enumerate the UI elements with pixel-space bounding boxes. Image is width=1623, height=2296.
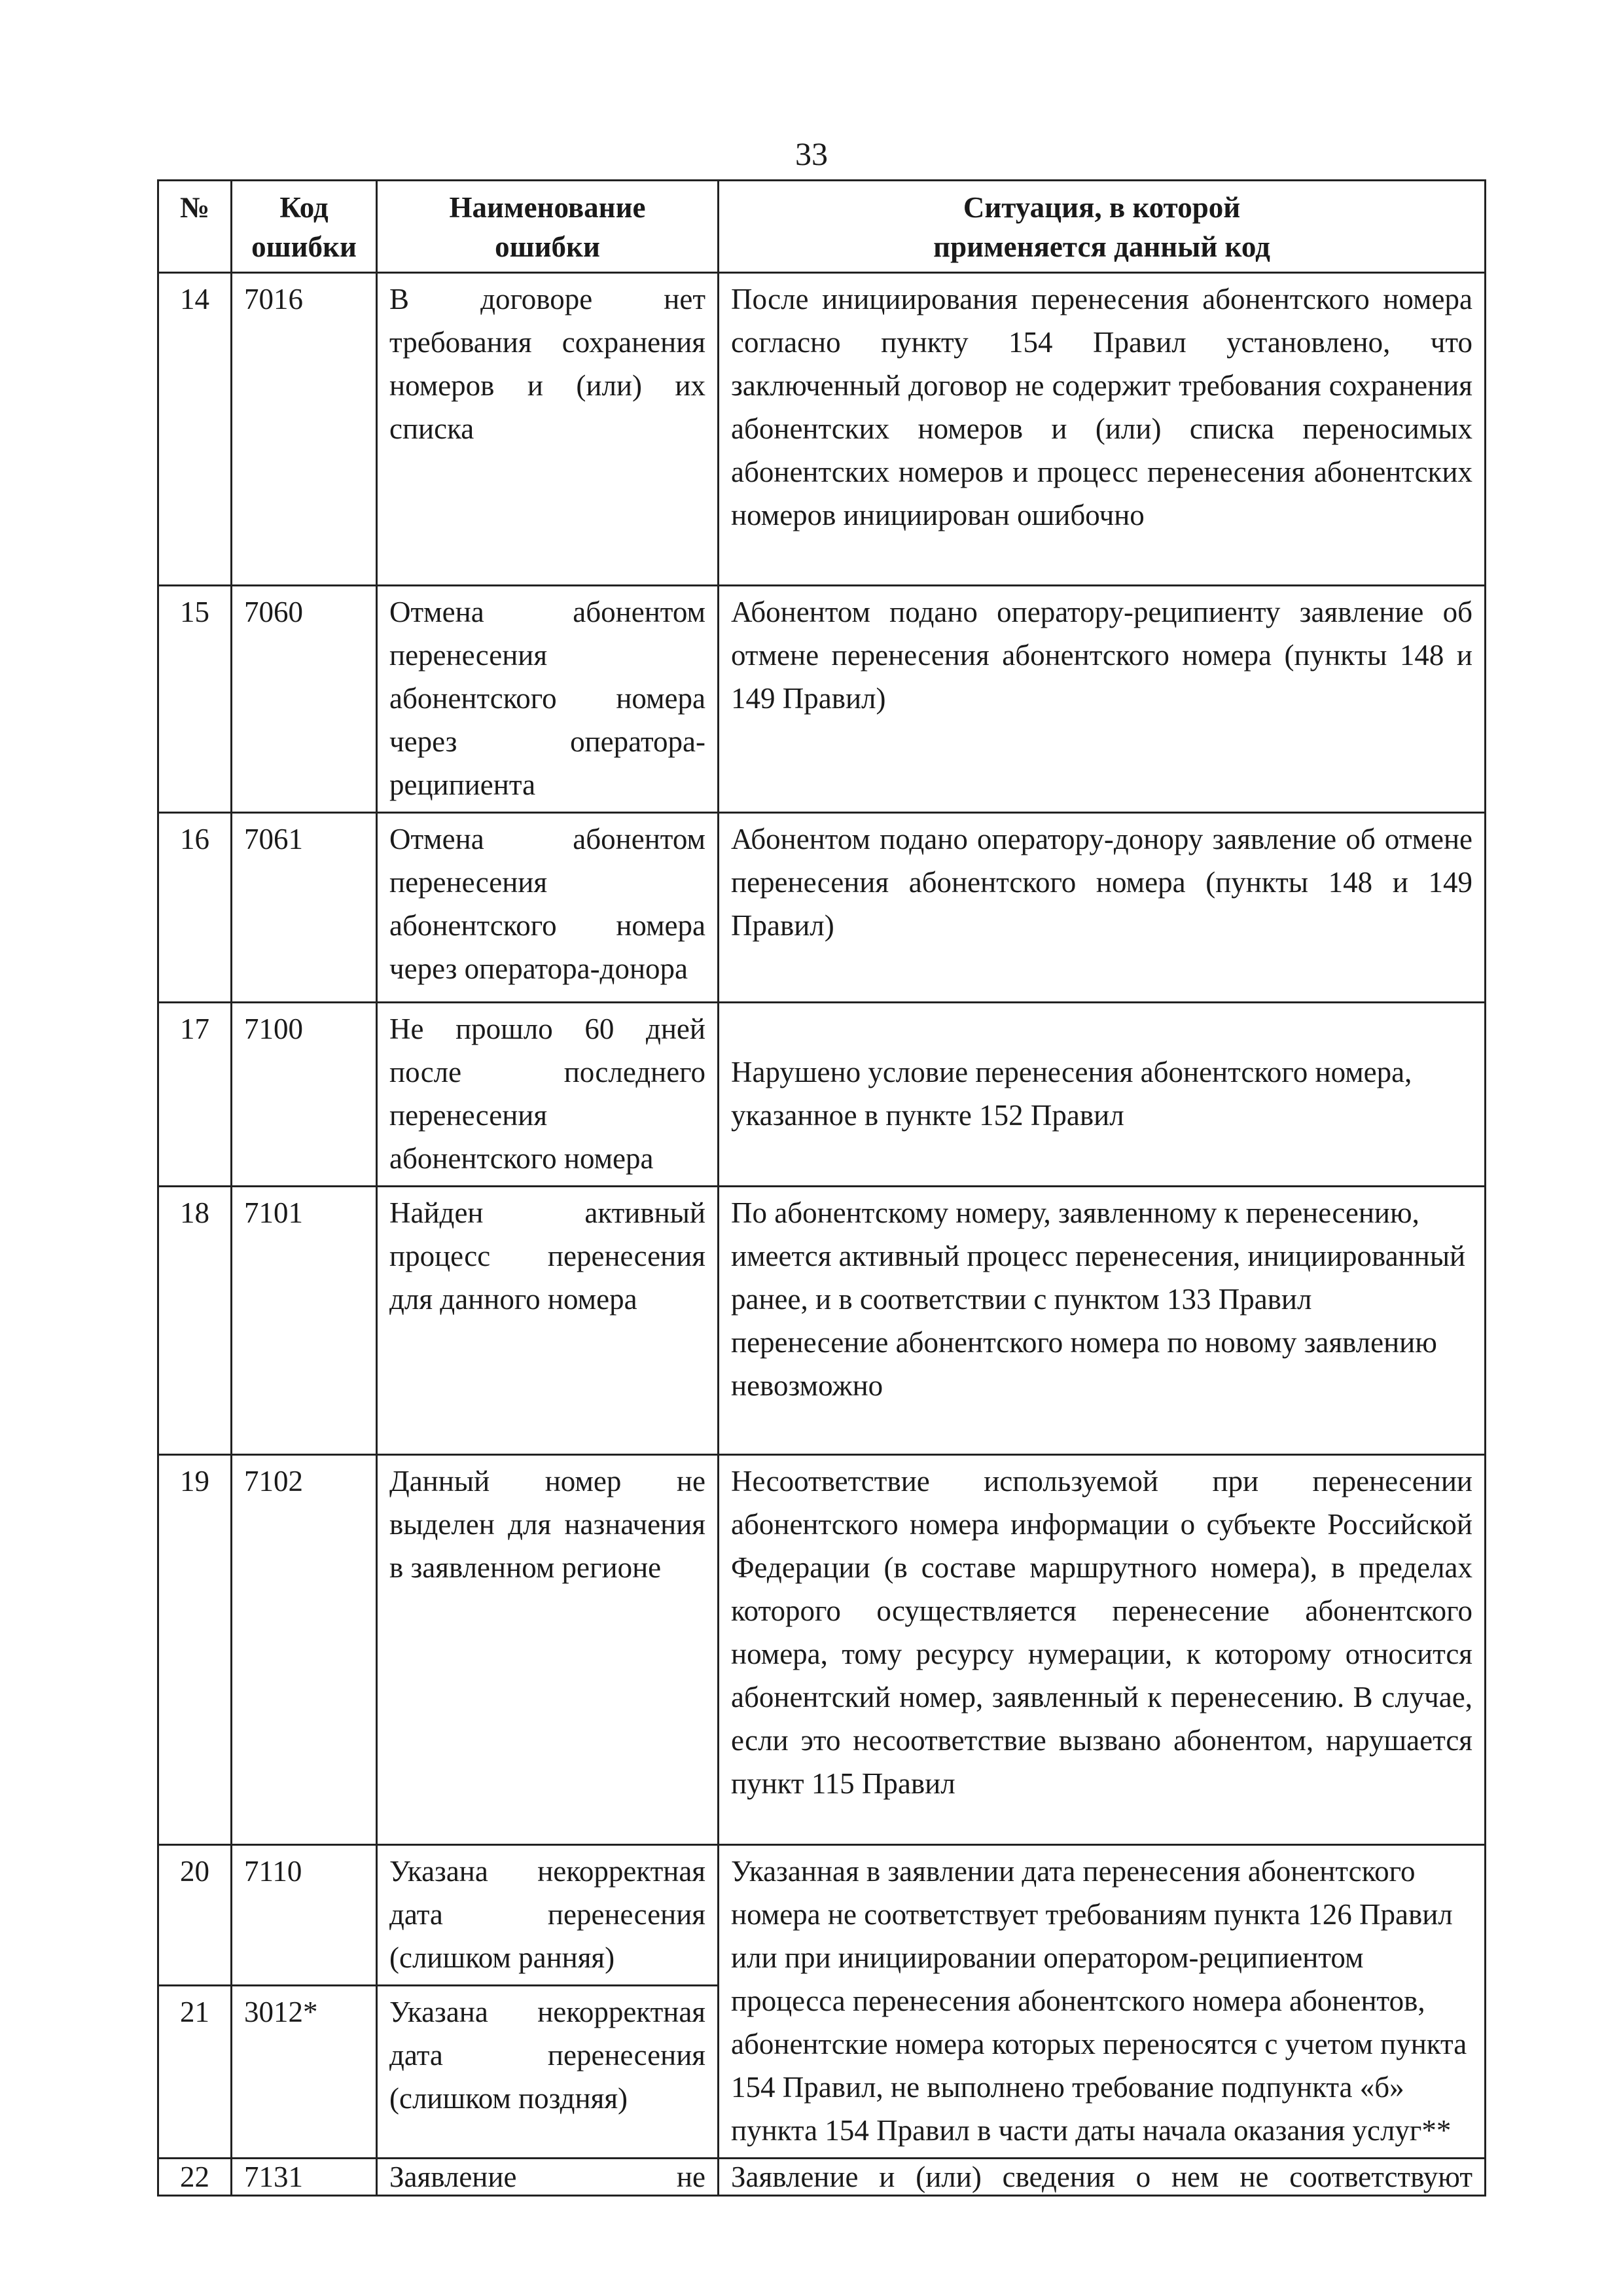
error-codes-table	[157, 179, 1486, 2197]
row-num: 14	[158, 273, 232, 586]
row-code: 7100	[232, 1003, 377, 1187]
row-code: 3012*	[232, 1986, 377, 2159]
row-num: 21	[158, 1986, 232, 2159]
row-num: 19	[158, 1455, 232, 1845]
table-row	[158, 1187, 1486, 1455]
row-situation: Несоответствие используемой при перенесении абонентского номера информации о субъекте Российской Федерации (в составе маршрутного номера), в пределах которого осуществляется перенесение абонентского номера, тому ресурсу нумерации, к которому относится абонентский номер, заявленный к перенесению. В случае, если это несоответствие вызвано абонентом, нарушается пункт 115 Правил	[719, 1455, 1486, 1845]
row-situation: Абонентом подано оператору-донору заявление об отмене перенесения абонентского номера (пункты 148 и 149 Правил)	[719, 813, 1486, 1003]
row-code: 7101	[232, 1187, 377, 1455]
header-num	[158, 181, 232, 273]
row-num: 15	[158, 586, 232, 813]
row-situation: Указанная в заявлении дата перенесения абонентского номера не соответствует требованиям пункта 126 Правил или при инициировании оператором-реципиентом процесса перенесения абонентского номера абонентов, абонентские номера которых переносятся с учетом пункта 154 Правил, не выполнено требование подпункта «б» пункта 154 Правил в части даты начала оказания услуг**	[719, 1845, 1486, 2159]
table-row	[158, 2159, 1486, 2196]
header-name-line2: ошибки	[495, 230, 600, 263]
header-name-line1: Наименование	[449, 191, 646, 224]
header-code-line1: Код	[279, 191, 329, 224]
header-code	[232, 181, 377, 273]
table-row	[158, 813, 1486, 1003]
row-code: 7061	[232, 813, 377, 1003]
row-name: Указана некорректная дата перенесения (слишком ранняя)	[377, 1845, 719, 1986]
header-situation-line1: Ситуация, в которой	[963, 191, 1241, 224]
row-situation: Заявление и (или) сведения о нем не соответствуют	[719, 2159, 1486, 2196]
page-number: 33	[795, 135, 828, 172]
table-row	[158, 1003, 1486, 1187]
row-name: Найден активный процесс перенесения для данного номера	[377, 1187, 719, 1455]
header-code-line2: ошибки	[251, 230, 357, 263]
table-row	[158, 1455, 1486, 1845]
row-code: 7110	[232, 1845, 377, 1986]
row-num: 18	[158, 1187, 232, 1455]
row-code: 7131	[232, 2159, 377, 2196]
row-situation: Абонентом подано оператору-реципиенту заявление об отмене перенесения абонентского номера (пункты 148 и 149 Правил)	[719, 586, 1486, 813]
header-name	[377, 181, 719, 273]
row-name: Заявление не	[377, 2159, 719, 2196]
row-num: 20	[158, 1845, 232, 1986]
row-num: 22	[158, 2159, 232, 2196]
row-code: 7102	[232, 1455, 377, 1845]
row-num: 16	[158, 813, 232, 1003]
table-row	[158, 1845, 1486, 1986]
row-situation: После инициирования перенесения абонентского номера согласно пункту 154 Правил установлено, что заключенный договор не содержит требования сохранения абонентских номеров и (или) списка переносимых абонентских номеров и процесс перенесения абонентских номеров инициирован ошибочно	[719, 273, 1486, 586]
header-situation-line2: применяется данный код	[933, 230, 1270, 263]
table-row	[158, 586, 1486, 813]
row-name: Данный номер не выделен для назначения в заявленном регионе	[377, 1455, 719, 1845]
row-name: В договоре нет требования сохранения номеров и (или) их списка	[377, 273, 719, 586]
row-situation: Нарушено условие перенесения абонентского номера, указанное в пункте 152 Правил	[719, 1003, 1486, 1187]
row-name: Указана некорректная дата перенесения (слишком поздняя)	[377, 1986, 719, 2159]
row-code: 7060	[232, 586, 377, 813]
row-code: 7016	[232, 273, 377, 586]
row-name: Не прошло 60 дней после последнего перенесения абонентского номера	[377, 1003, 719, 1187]
row-num: 17	[158, 1003, 232, 1187]
table-row	[158, 273, 1486, 586]
table-header-row	[158, 181, 1486, 273]
header-num-label: №	[179, 191, 210, 224]
row-situation: По абонентскому номеру, заявленному к перенесению, имеется активный процесс перенесения, инициированный ранее, и в соответствии с пунктом 133 Правил перенесение абонентского номера по новому заявлению невозможно	[719, 1187, 1486, 1455]
row-name: Отмена абонентом перенесения абонентского номера через оператора-реципиента	[377, 586, 719, 813]
header-situation	[719, 181, 1486, 273]
row-name: Отмена абонентом перенесения абонентского номера через оператора-донора	[377, 813, 719, 1003]
